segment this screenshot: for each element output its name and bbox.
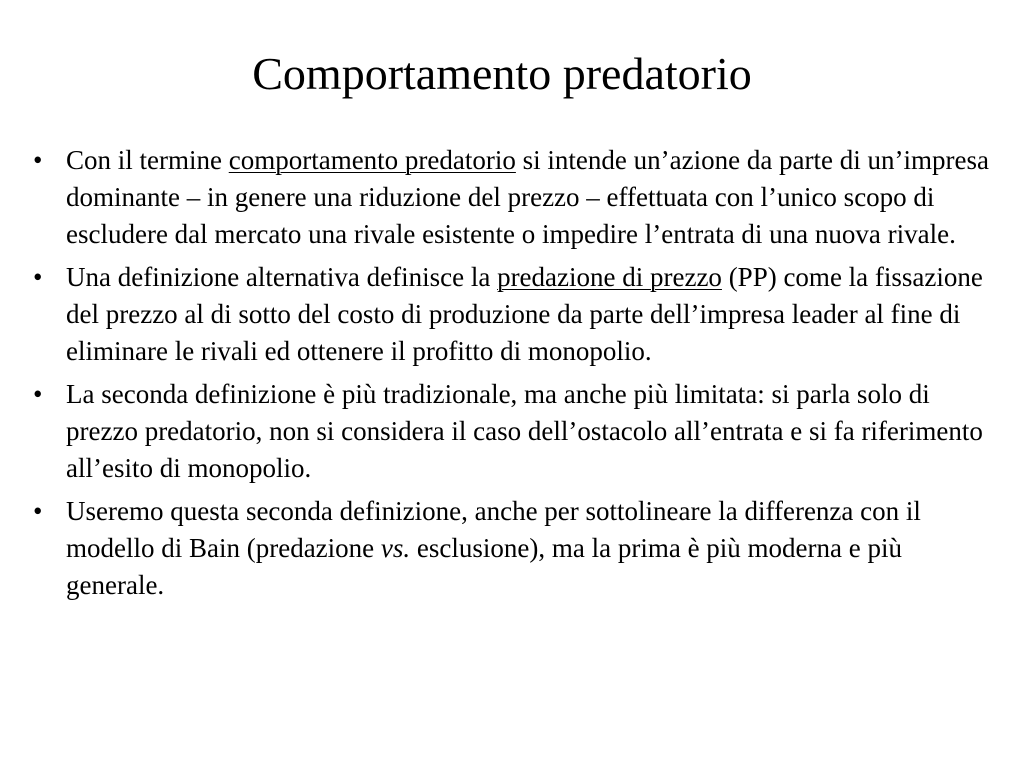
- slide-title: Comportamento predatorio: [252, 48, 752, 99]
- bullet-dot-icon: •: [33, 145, 43, 175]
- bullet-4-italic-vs: vs.: [380, 533, 411, 563]
- bullet-2-underlined-term: predazione di prezzo: [497, 262, 722, 292]
- bullet-dot-icon: •: [33, 262, 43, 292]
- bullet-dot-icon: •: [33, 379, 43, 409]
- bullet-item-4: [0, 493, 1000, 604]
- bullet-4-text-a: Useremo questa seconda definizione, anche per sottolineare la differenza con il modello di Bain (predazione: [66, 496, 921, 563]
- bullet-list: [0, 142, 1000, 610]
- bullet-item-2: [0, 259, 1000, 370]
- bullet-4-text-b: esclusione), ma la prima è più moderna e più generale.: [66, 533, 902, 600]
- bullet-1-text-b: si intende un’azione da parte di un’impresa dominante – in genere una riduzione del prezzo – effettuata con l’unico scopo di escludere dal mercato una rivale esistente o impedire l’entrata di una nuova rivale.: [66, 145, 989, 249]
- bullet-2-text-a: Una definizione alternativa definisce la: [66, 262, 498, 292]
- bullet-1-text-a: Con il termine: [66, 145, 229, 175]
- bullet-item-1: [0, 142, 1000, 253]
- bullet-item-3: [0, 376, 1000, 487]
- bullet-2-text-b: (PP) come la fissazione del prezzo al di sotto del costo di produzione da parte dell’impresa leader al fine di eliminare le rivali ed ottenere il profitto di monopolio.: [66, 262, 983, 366]
- bullet-dot-icon: •: [33, 496, 43, 526]
- bullet-1-underlined-term: comportamento predatorio: [228, 145, 516, 175]
- bullet-3-text: La seconda definizione è più tradizionale, ma anche più limitata: si parla solo di prezzo predatorio, non si considera il caso dell’ostacolo all’entrata e si fa riferimento all’esito di monopolio.: [66, 379, 983, 483]
